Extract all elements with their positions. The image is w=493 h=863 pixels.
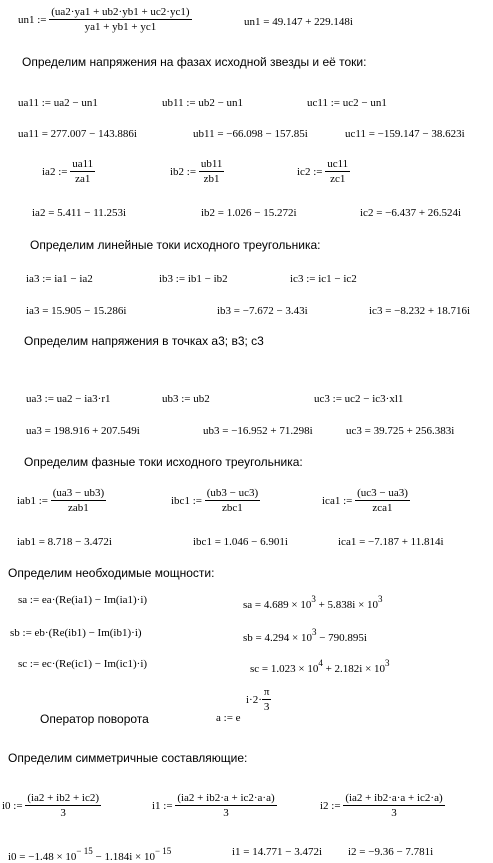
val-i0 [8, 846, 171, 863]
rotation-exponent-prefix: i·2· [246, 693, 262, 706]
sc-imag-exponent: 3 [385, 658, 390, 668]
i1-denominator: 3 [223, 807, 229, 819]
sb-imag: − 790.895i [316, 632, 367, 644]
heading-star-voltages: Определим напряжения на фазах исходной звезды и её токи: [22, 55, 367, 69]
ica1-fraction [355, 487, 410, 514]
def-ic3: ic3 := ic1 − ic2 [290, 273, 357, 285]
sa-real-exponent: 3 [311, 594, 316, 604]
val-sc [250, 658, 390, 675]
i0-fraction [25, 792, 101, 819]
ibc1-fraction [205, 487, 260, 514]
val-ub3: ub3 = −16.952 + 71.298i [203, 425, 313, 437]
sc-real-exponent: 4 [318, 658, 323, 668]
ica1-denominator: zca1 [372, 502, 393, 514]
rotation-exponent-numerator: π [263, 686, 270, 698]
def-ub11: ub11 := ub2 − un1 [162, 97, 244, 109]
val-ib3: ib3 = −7.672 − 3.43i [217, 305, 308, 317]
sb-real-exponent: 3 [311, 627, 317, 637]
val-sb [243, 627, 367, 644]
val-sa [243, 594, 383, 611]
un1-result: un1 = 49.147 + 229.148i [244, 16, 353, 28]
heading-phase-currents: Определим фазные токи исходного треугольника: [24, 455, 303, 469]
def-uc3: uc3 := uc2 − ic3·xl1 [314, 393, 404, 405]
i0-imag: − 1.184i × 10 [92, 851, 155, 863]
def-ia2 [42, 158, 95, 185]
def-sc: sc := ec·(Re(ic1) − Im(ic1)·i) [18, 658, 148, 670]
un1-denominator: ya1 + yb1 + yc1 [84, 21, 157, 33]
ica1-lhs: ica1 := [322, 494, 353, 507]
sb-real: sb = 4.294 × 10 [243, 632, 312, 644]
heading-line-currents: Определим линейные токи исходного треугольника: [30, 238, 321, 252]
def-ic2 [297, 158, 350, 185]
sa-real: sa = 4.689 × 10 [243, 599, 312, 611]
heading-point-voltages: Определим напряжения в точках а3; в3; с3 [24, 334, 264, 348]
i1-numerator: (ia2 + ib2·a + ic2·a·a) [177, 792, 275, 804]
equation-un1-definition [18, 6, 192, 33]
sc-real: sc = 1.023 × 10 [250, 663, 319, 675]
ica1-numerator: (uc3 − ua3) [357, 487, 408, 499]
val-ub11: ub11 = −66.098 − 157.85i [193, 128, 308, 140]
val-ua3: ua3 = 198.916 + 207.549i [26, 425, 140, 437]
i2-numerator: (ia2 + ib2·a·a + ic2·a) [345, 792, 443, 804]
i0-real: i0 = −1.48 × 10 [8, 851, 77, 863]
ib2-lhs: ib2 := [170, 165, 197, 178]
ibc1-denominator: zbc1 [222, 502, 243, 514]
i2-lhs: i2 := [320, 799, 341, 812]
val-uc11: uc11 = −159.147 − 38.623i [345, 128, 465, 140]
val-ic3: ic3 = −8.232 + 18.716i [369, 305, 471, 317]
ib2-fraction [199, 158, 225, 185]
ia2-denominator: za1 [75, 173, 91, 185]
val-ua11: ua11 = 277.007 − 143.886i [18, 128, 137, 140]
i2-denominator: 3 [391, 807, 397, 819]
def-i0 [2, 792, 101, 819]
def-ica1 [322, 487, 410, 514]
def-uc11: uc11 := uc2 − un1 [307, 97, 387, 109]
val-iab1: iab1 = 8.718 − 3.472i [17, 536, 112, 548]
ic2-lhs: ic2 := [297, 165, 323, 178]
i1-fraction [175, 792, 276, 819]
def-i1 [152, 792, 277, 819]
val-ia2: ia2 = 5.411 − 11.253i [32, 207, 127, 219]
val-ic2: ic2 = −6.437 + 26.524i [360, 207, 462, 219]
val-ia3: ia3 = 15.905 − 15.286i [26, 305, 127, 317]
def-ub3: ub3 := ub2 [162, 393, 210, 405]
val-i2: i2 = −9.36 − 7.781i [348, 846, 434, 858]
i0-denominator: 3 [60, 807, 66, 819]
ib2-numerator: ub11 [200, 158, 223, 170]
def-ia3: ia3 := ia1 − ia2 [26, 273, 93, 285]
def-ua3: ua3 := ua2 − ia3·r1 [26, 393, 111, 405]
i0-numerator: (ia2 + ib2 + ic2) [27, 792, 99, 804]
val-i1: i1 = 14.771 − 3.472i [232, 846, 323, 858]
i2-fraction [343, 792, 444, 819]
ibc1-numerator: (ub3 − uc3) [206, 487, 259, 499]
val-ib2: ib2 = 1.026 − 15.272i [201, 207, 297, 219]
def-iab1 [17, 487, 106, 514]
sa-imag-exponent: 3 [378, 594, 383, 604]
i1-lhs: i1 := [152, 799, 173, 812]
val-ica1: ica1 = −7.187 + 11.814i [338, 536, 444, 548]
i0-lhs: i0 := [2, 799, 23, 812]
ia2-numerator: ua11 [72, 158, 94, 170]
iab1-numerator: (ua3 − ub3) [52, 487, 105, 499]
ic2-fraction [325, 158, 350, 185]
heading-symmetric: Определим симметричные составляющие: [8, 751, 248, 765]
def-ib3: ib3 := ib1 − ib2 [159, 273, 228, 285]
ia2-lhs: ia2 := [42, 165, 68, 178]
val-uc3: uc3 = 39.725 + 256.383i [346, 425, 455, 437]
rotation-operator-label: Оператор поворота [40, 712, 149, 726]
ib2-denominator: zb1 [203, 173, 220, 185]
ic2-numerator: uc11 [327, 158, 349, 170]
rotation-exponent-denominator: 3 [263, 701, 270, 713]
un1-numerator: (ua2·ya1 + ub2·yb1 + uc2·yc1) [51, 6, 190, 18]
def-ibc1 [171, 487, 260, 514]
heading-powers: Определим необходимые мощности: [8, 566, 215, 580]
def-sb: sb := eb·(Re(ib1) − Im(ib1)·i) [10, 627, 142, 639]
sc-imag: + 2.182i × 10 [322, 663, 386, 675]
val-ibc1: ibc1 = 1.046 − 6.901i [193, 536, 288, 548]
i0-real-exponent: − 15 [76, 846, 93, 856]
ia2-fraction [70, 158, 95, 185]
ic2-denominator: zc1 [330, 173, 346, 185]
i0-imag-exponent: − 15 [154, 846, 172, 856]
sa-imag: + 5.838i × 10 [315, 599, 379, 611]
def-i2 [320, 792, 445, 819]
def-sa: sa := ea·(Re(ia1) − Im(ia1)·i) [18, 594, 148, 606]
un1-lhs: un1 := [18, 13, 47, 26]
ibc1-lhs: ibc1 := [171, 494, 202, 507]
un1-fraction [49, 6, 191, 33]
iab1-lhs: iab1 := [17, 494, 48, 507]
iab1-denominator: zab1 [68, 502, 89, 514]
def-ib2 [170, 158, 224, 185]
def-ua11: ua11 := ua2 − un1 [18, 97, 98, 109]
rotation-exponent-fraction [262, 686, 272, 713]
iab1-fraction [51, 487, 106, 514]
rotation-operator-lhs: a := e [216, 712, 241, 724]
rotation-exponent [246, 686, 271, 713]
